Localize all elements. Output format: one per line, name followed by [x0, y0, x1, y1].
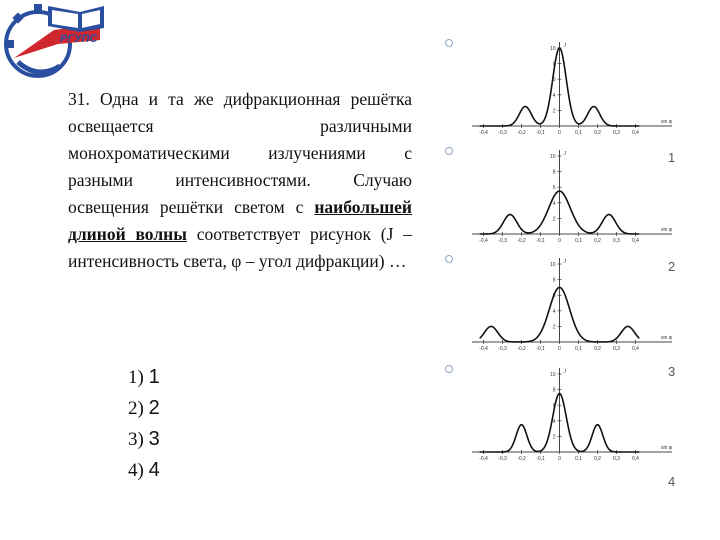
x-tick-label: 0,3 — [613, 346, 620, 352]
x-tick-label: 0,2 — [594, 130, 601, 136]
answer-option-2[interactable] — [128, 393, 160, 424]
y-tick-label: 4 — [552, 418, 556, 425]
bullet-icon — [445, 255, 453, 263]
x-tick-label: 0 — [558, 238, 561, 244]
x-tick-label: 0,4 — [632, 456, 639, 462]
x-tick-label: -0,2 — [517, 456, 526, 462]
university-logo — [0, 0, 108, 82]
plot-label-2: 2 — [668, 259, 676, 274]
plot-label-1: 1 — [668, 150, 676, 165]
x-tick-label: -0,3 — [498, 238, 507, 244]
x-tick-label: 0,1 — [575, 346, 582, 352]
y-tick-label: 2 — [552, 108, 556, 115]
y-tick-label: 8 — [552, 387, 556, 394]
plot-label-3: 3 — [668, 364, 676, 379]
bullet-icon — [445, 147, 453, 155]
y-tick-label: 8 — [552, 169, 556, 176]
x-tick-label: -0,4 — [479, 130, 488, 136]
x-tick-label: 0,2 — [594, 238, 601, 244]
x-axis-label: sin φ — [660, 119, 672, 125]
y-tick-label: 10 — [549, 372, 556, 378]
x-tick-label: 0,1 — [575, 238, 582, 244]
x-tick-label: -0,4 — [479, 346, 488, 352]
bullet-icon — [445, 39, 453, 47]
question-body: Одна и та же дифракционная решётка освещается различными монохроматическими излучениями с разными интенсивностями. Случаю освещения решётки светом с — [68, 89, 412, 217]
answer-list — [128, 362, 160, 486]
y-tick-label: 6 — [552, 185, 556, 192]
x-axis-label: sin φ — [660, 227, 672, 233]
question-emphasis: наибольшей длиной волны — [68, 197, 412, 244]
y-tick-label: 2 — [552, 324, 556, 331]
x-axis-label: sin φ — [660, 335, 672, 341]
question-number: 31. — [68, 89, 90, 109]
x-tick-label: 0,4 — [632, 238, 639, 244]
x-tick-label: 0 — [558, 130, 561, 136]
x-tick-label: -0,1 — [536, 456, 545, 462]
y-tick-label: 10 — [549, 262, 556, 268]
x-tick-label: -0,3 — [498, 130, 507, 136]
y-axis-label: J — [563, 151, 567, 157]
x-tick-label: -0,4 — [479, 238, 488, 244]
x-tick-label: 0,3 — [613, 130, 620, 136]
question-text — [68, 86, 412, 275]
y-axis-label: J — [563, 259, 567, 265]
x-tick-label: -0,2 — [517, 238, 526, 244]
x-tick-label: -0,2 — [517, 346, 526, 352]
answer-number: 1) — [128, 367, 144, 388]
x-tick-label: -0,3 — [498, 456, 507, 462]
x-tick-label: -0,2 — [517, 130, 526, 136]
bullet-icon — [445, 365, 453, 373]
x-tick-label: -0,1 — [536, 238, 545, 244]
y-axis-label: J — [563, 369, 567, 375]
y-tick-label: 6 — [552, 403, 556, 410]
y-tick-label: 6 — [552, 293, 556, 300]
x-tick-label: 0,1 — [575, 456, 582, 462]
x-tick-label: -0,1 — [536, 130, 545, 136]
x-tick-label: 0 — [558, 346, 561, 352]
question-body-end: соответствует рисунок (J – интенсивность света, φ – угол дифракции) … — [68, 224, 412, 271]
x-tick-label: 0,4 — [632, 346, 639, 352]
x-tick-label: 0,2 — [594, 346, 601, 352]
y-tick-label: 10 — [549, 46, 556, 52]
answer-option-1[interactable] — [128, 362, 160, 393]
y-axis-label: J — [563, 43, 567, 49]
intensity-plot-3 — [466, 256, 676, 356]
answer-number: 3) — [128, 429, 144, 450]
answer-value: 4 — [148, 459, 160, 481]
y-tick-label: 4 — [552, 92, 556, 99]
answer-value: 1 — [148, 366, 160, 388]
x-tick-label: 0,4 — [632, 130, 639, 136]
x-tick-label: -0,1 — [536, 346, 545, 352]
plot-label-4: 4 — [668, 474, 676, 489]
logo-text: РГУПС — [60, 33, 98, 45]
intensity-plot-4 — [466, 366, 676, 466]
answer-option-3[interactable] — [128, 424, 160, 455]
x-tick-label: 0,2 — [594, 456, 601, 462]
y-tick-label: 2 — [552, 216, 556, 223]
y-tick-label: 8 — [552, 277, 556, 284]
answer-value: 3 — [148, 428, 160, 450]
x-axis-label: sin φ — [660, 445, 672, 451]
answer-number: 4) — [128, 460, 144, 481]
y-tick-label: 2 — [552, 434, 556, 441]
answer-value: 2 — [148, 397, 160, 419]
x-tick-label: 0 — [558, 456, 561, 462]
answer-option-4[interactable] — [128, 455, 160, 486]
x-tick-label: 0,1 — [575, 130, 582, 136]
y-tick-label: 10 — [549, 154, 556, 160]
intensity-plot-1 — [466, 40, 676, 140]
x-tick-label: 0,3 — [613, 238, 620, 244]
y-tick-label: 8 — [552, 61, 556, 68]
x-tick-label: -0,4 — [479, 456, 488, 462]
y-tick-label: 6 — [552, 77, 556, 84]
y-tick-label: 4 — [552, 200, 556, 207]
answer-number: 2) — [128, 398, 144, 419]
y-tick-label: 4 — [552, 308, 556, 315]
x-tick-label: 0,3 — [613, 456, 620, 462]
x-tick-label: -0,3 — [498, 346, 507, 352]
intensity-plot-2 — [466, 148, 676, 248]
